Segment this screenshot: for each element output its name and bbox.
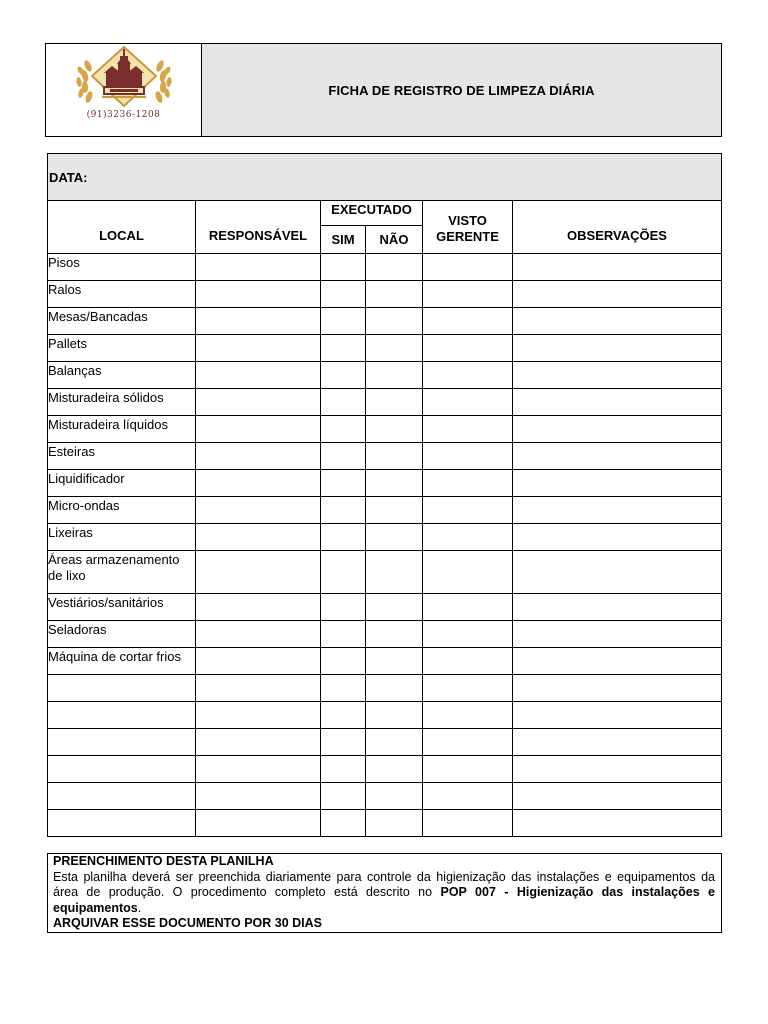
table-row: [48, 783, 722, 810]
observacoes-cell[interactable]: [513, 648, 722, 675]
sim-cell[interactable]: [321, 416, 366, 443]
visto-cell[interactable]: [423, 254, 513, 281]
nao-cell[interactable]: [366, 497, 423, 524]
responsavel-cell[interactable]: [196, 335, 321, 362]
nao-cell[interactable]: [366, 621, 423, 648]
responsavel-cell[interactable]: [196, 470, 321, 497]
sim-cell[interactable]: [321, 497, 366, 524]
local-cell: Pisos: [48, 254, 196, 281]
visto-cell[interactable]: [423, 335, 513, 362]
visto-cell[interactable]: [423, 524, 513, 551]
local-cell: [48, 810, 196, 837]
responsavel-cell[interactable]: [196, 594, 321, 621]
responsavel-cell[interactable]: [196, 254, 321, 281]
sim-cell[interactable]: [321, 335, 366, 362]
church-wheat-logo-icon: [76, 46, 172, 110]
visto-cell[interactable]: [423, 783, 513, 810]
instructions-text: Esta planilha deverá ser preenchida diariamente para controle da higienização das instalações e equipamentos da área de produção. O procedimento completo está descrito no POP 007 - Higienização das instalações e equipamentos.: [53, 869, 715, 915]
visto-cell[interactable]: [423, 621, 513, 648]
document-title: FICHA DE REGISTRO DE LIMPEZA DIÁRIA: [202, 44, 721, 136]
table-row: [48, 443, 722, 470]
nao-cell[interactable]: [366, 443, 423, 470]
table-row: [48, 729, 722, 756]
header-local: LOCAL: [48, 201, 196, 254]
responsavel-cell[interactable]: [196, 281, 321, 308]
observacoes-cell[interactable]: [513, 254, 722, 281]
nao-cell[interactable]: [366, 551, 423, 594]
observacoes-cell[interactable]: [513, 810, 722, 837]
visto-cell[interactable]: [423, 702, 513, 729]
nao-cell[interactable]: [366, 594, 423, 621]
table-row: [48, 497, 722, 524]
logo-phone-number: (91)3236-1208: [86, 110, 161, 120]
local-cell: Lixeiras: [48, 524, 196, 551]
sim-cell[interactable]: [321, 470, 366, 497]
visto-cell[interactable]: [423, 470, 513, 497]
sim-cell[interactable]: [321, 702, 366, 729]
procedure-reference: POP 007 - Higienização das instalações e equipamentos: [53, 885, 715, 915]
observacoes-cell[interactable]: [513, 729, 722, 756]
observacoes-cell[interactable]: [513, 470, 722, 497]
table-row: [48, 810, 722, 837]
observacoes-cell[interactable]: [513, 756, 722, 783]
local-cell: Micro-ondas: [48, 497, 196, 524]
visto-cell[interactable]: [423, 308, 513, 335]
responsavel-cell[interactable]: [196, 675, 321, 702]
sim-cell[interactable]: [321, 308, 366, 335]
sim-cell[interactable]: [321, 443, 366, 470]
observacoes-cell[interactable]: [513, 594, 722, 621]
table-row: [48, 551, 722, 594]
visto-cell[interactable]: [423, 675, 513, 702]
visto-cell[interactable]: [423, 497, 513, 524]
table-row: [48, 594, 722, 621]
visto-cell[interactable]: [423, 648, 513, 675]
local-cell: Misturadeira líquidos: [48, 416, 196, 443]
local-cell: Vestiários/sanitários: [48, 594, 196, 621]
logo-cell: [46, 44, 202, 136]
local-cell: Misturadeira sólidos: [48, 389, 196, 416]
visto-cell[interactable]: [423, 810, 513, 837]
nao-cell[interactable]: [366, 524, 423, 551]
sim-cell[interactable]: [321, 648, 366, 675]
observacoes-cell[interactable]: [513, 783, 722, 810]
local-cell: Liquidificador: [48, 470, 196, 497]
responsavel-cell[interactable]: [196, 308, 321, 335]
sim-cell[interactable]: [321, 756, 366, 783]
observacoes-cell[interactable]: [513, 362, 722, 389]
nao-cell[interactable]: [366, 362, 423, 389]
sim-cell[interactable]: [321, 389, 366, 416]
local-cell: Máquina de cortar frios: [48, 648, 196, 675]
responsavel-cell[interactable]: [196, 702, 321, 729]
observacoes-cell[interactable]: [513, 443, 722, 470]
table-row: [48, 524, 722, 551]
nao-cell[interactable]: [366, 281, 423, 308]
instructions-box: [47, 853, 722, 933]
table-row: [48, 416, 722, 443]
header-executado: EXECUTADO: [321, 201, 423, 226]
nao-cell[interactable]: [366, 702, 423, 729]
visto-cell[interactable]: [423, 729, 513, 756]
nao-cell[interactable]: [366, 756, 423, 783]
responsavel-cell[interactable]: [196, 551, 321, 594]
observacoes-cell[interactable]: [513, 389, 722, 416]
table-row: [48, 470, 722, 497]
responsavel-cell[interactable]: [196, 621, 321, 648]
nao-cell[interactable]: [366, 648, 423, 675]
sim-cell[interactable]: [321, 621, 366, 648]
observacoes-cell[interactable]: [513, 281, 722, 308]
date-field[interactable]: DATA:: [47, 153, 722, 201]
visto-cell[interactable]: [423, 756, 513, 783]
header-observacoes: OBSERVAÇÕES: [513, 201, 722, 254]
nao-cell[interactable]: [366, 810, 423, 837]
sim-cell[interactable]: [321, 524, 366, 551]
responsavel-cell[interactable]: [196, 389, 321, 416]
visto-cell[interactable]: [423, 443, 513, 470]
nao-cell[interactable]: [366, 254, 423, 281]
sim-cell[interactable]: [321, 729, 366, 756]
observacoes-cell[interactable]: [513, 551, 722, 594]
table-row: [48, 621, 722, 648]
local-cell: Seladoras: [48, 621, 196, 648]
sim-cell[interactable]: [321, 551, 366, 594]
responsavel-cell[interactable]: [196, 443, 321, 470]
local-cell: Balanças: [48, 362, 196, 389]
document-header: [45, 43, 722, 137]
sim-cell[interactable]: [321, 254, 366, 281]
nao-cell[interactable]: [366, 308, 423, 335]
visto-cell[interactable]: [423, 416, 513, 443]
local-cell: [48, 729, 196, 756]
archive-note: ARQUIVAR ESSE DOCUMENTO POR 30 DIAS: [53, 916, 323, 930]
sim-cell[interactable]: [321, 594, 366, 621]
visto-cell[interactable]: [423, 594, 513, 621]
table-row: [48, 362, 722, 389]
visto-cell[interactable]: [423, 551, 513, 594]
responsavel-cell[interactable]: [196, 497, 321, 524]
visto-cell[interactable]: [423, 281, 513, 308]
observacoes-cell[interactable]: [513, 621, 722, 648]
sim-cell[interactable]: [321, 783, 366, 810]
responsavel-cell[interactable]: [196, 729, 321, 756]
nao-cell[interactable]: [366, 416, 423, 443]
table-row: [48, 702, 722, 729]
local-cell: [48, 675, 196, 702]
header-sim: SIM: [321, 226, 366, 254]
responsavel-cell[interactable]: [196, 524, 321, 551]
visto-cell[interactable]: [423, 362, 513, 389]
local-cell: Ralos: [48, 281, 196, 308]
table-row: [48, 756, 722, 783]
header-visto-gerente: VISTO GERENTE: [423, 201, 513, 254]
nao-cell[interactable]: [366, 783, 423, 810]
responsavel-cell[interactable]: [196, 756, 321, 783]
local-cell: Mesas/Bancadas: [48, 308, 196, 335]
observacoes-cell[interactable]: [513, 416, 722, 443]
observacoes-cell[interactable]: [513, 524, 722, 551]
observacoes-cell[interactable]: [513, 702, 722, 729]
header-nao: NÃO: [366, 226, 423, 254]
table-row: [48, 335, 722, 362]
local-cell: [48, 756, 196, 783]
nao-cell[interactable]: [366, 675, 423, 702]
observacoes-cell[interactable]: [513, 497, 722, 524]
responsavel-cell[interactable]: [196, 362, 321, 389]
sim-cell[interactable]: [321, 281, 366, 308]
cleaning-log-table: [47, 200, 722, 837]
responsavel-cell[interactable]: [196, 416, 321, 443]
visto-cell[interactable]: [423, 389, 513, 416]
sim-cell[interactable]: [321, 810, 366, 837]
observacoes-cell[interactable]: [513, 675, 722, 702]
local-cell: [48, 702, 196, 729]
sim-cell[interactable]: [321, 362, 366, 389]
observacoes-cell[interactable]: [513, 335, 722, 362]
nao-cell[interactable]: [366, 470, 423, 497]
local-cell: [48, 783, 196, 810]
table-row: [48, 308, 722, 335]
table-body: [48, 254, 722, 837]
sim-cell[interactable]: [321, 675, 366, 702]
header-responsavel: RESPONSÁVEL: [196, 201, 321, 254]
table-row: [48, 281, 722, 308]
local-cell: Esteiras: [48, 443, 196, 470]
local-cell: Pallets: [48, 335, 196, 362]
nao-cell[interactable]: [366, 389, 423, 416]
instructions-heading: PREENCHIMENTO DESTA PLANILHA: [53, 854, 274, 868]
local-cell: Áreas armazenamento de lixo: [48, 551, 196, 594]
observacoes-cell[interactable]: [513, 308, 722, 335]
responsavel-cell[interactable]: [196, 648, 321, 675]
responsavel-cell[interactable]: [196, 783, 321, 810]
nao-cell[interactable]: [366, 335, 423, 362]
table-row: [48, 675, 722, 702]
table-row: [48, 389, 722, 416]
responsavel-cell[interactable]: [196, 810, 321, 837]
nao-cell[interactable]: [366, 729, 423, 756]
table-row: [48, 254, 722, 281]
table-row: [48, 648, 722, 675]
